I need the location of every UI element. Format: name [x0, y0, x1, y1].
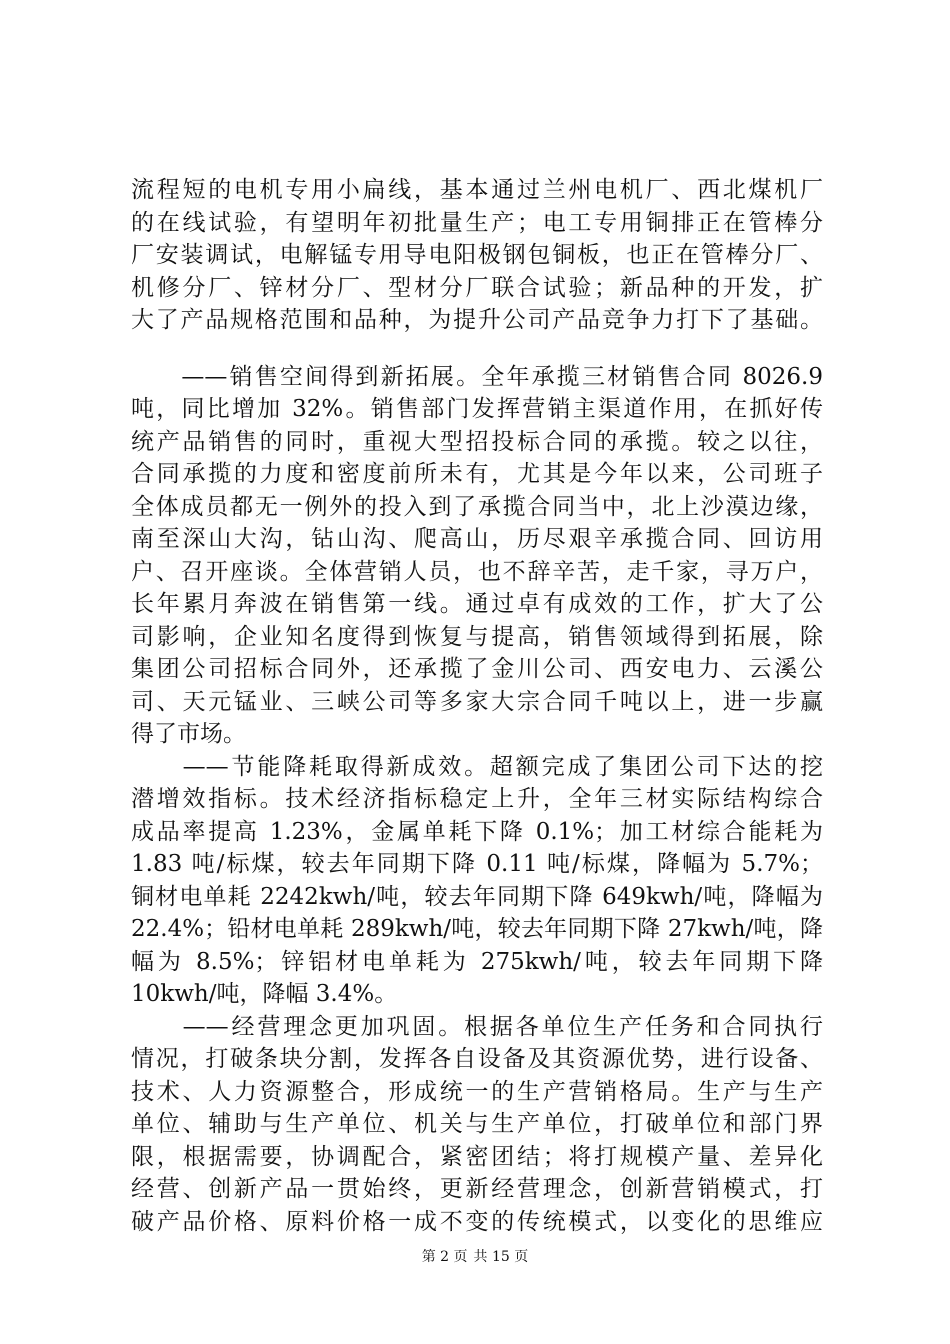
page-number: 第 2 页: [421, 1249, 468, 1265]
text-line: 集团公司招标合同外，还承揽了金川公司、西安电力、云溪公: [131, 656, 823, 682]
text-line: 22.4%；铅材电单耗 289kwh/吨，较去年同期下降 27kwh/吨，降: [131, 916, 823, 942]
text-line: 长年累月奔波在销售第一线。通过卓有成效的工作，扩大了公: [131, 591, 823, 617]
text-line: 成品率提高 1.23%，金属单耗下降 0.1%；加工材综合能耗为: [131, 818, 823, 845]
text-line: 司、天元锰业、三峡公司等多家大宗合同千吨以上，进一步赢: [131, 688, 823, 715]
paragraph-energy-saving: [131, 751, 823, 1011]
text-line: 厂安装调试，电解锰专用导电阳极钢包铜板，也正在管棒分厂、: [131, 242, 823, 268]
text-line: 得了市场。: [131, 721, 246, 747]
text-line: 合同承揽的力度和密度前所未有，尤其是今年以来，公司班子: [131, 461, 823, 487]
text-line: 10kwh/吨，降幅 3.4%。: [131, 981, 398, 1007]
text-line: 潜增效指标。技术经济指标稳定上升，全年三材实际结构综合: [131, 786, 823, 812]
text-line: 1.83 吨/标煤，较去年同期下降 0.11 吨/标煤，降幅为 5.7%；: [131, 851, 823, 877]
text-line: 限，根据需要，协调配合，紧密团结；将打规模产量、差异化: [131, 1143, 823, 1170]
paragraph-new-products: [131, 174, 823, 337]
paragraph-gap: [131, 337, 823, 361]
text-line: 户、召开座谈。全体营销人员，也不辞辛苦，走千家，寻万户，: [131, 558, 823, 585]
text-line: 吨，同比增加 32%。销售部门发挥营销主渠道作用，在抓好传: [131, 396, 823, 422]
text-line: 铜材电单耗 2242kwh/吨，较去年同期下降 649kwh/吨，降幅为: [131, 883, 823, 910]
text-line: ——销售空间得到新拓展。全年承揽三材销售合同 8026.9: [131, 363, 823, 390]
text-line: 司影响，企业知名度得到恢复与提高，销售领域得到拓展，除: [131, 623, 823, 650]
paragraph-business-philosophy: [131, 1011, 823, 1239]
text-line: 的在线试验，有望明年初批量生产；电工专用铜排正在管棒分: [131, 209, 823, 236]
text-line: 破产品价格、原料价格一成不变的传统模式，以变化的思维应: [131, 1208, 823, 1235]
text-line: 流程短的电机专用小扁线，基本通过兰州电机厂、西北煤机厂: [131, 177, 823, 203]
text-line: 情况，打破条块分割，发挥各自设备及其资源优势，进行设备、: [131, 1046, 823, 1072]
text-line: ——节能降耗取得新成效。超额完成了集团公司下达的挖: [131, 753, 823, 780]
text-line: 大了产品规格范围和品种，为提升公司产品竞争力打下了基础。: [131, 307, 823, 333]
text-line: 统产品销售的同时，重视大型招投标合同的承揽。较之以往，: [131, 428, 823, 455]
page-footer: [0, 1247, 950, 1267]
text-line: 经营、创新产品一贯始终，更新经营理念，创新营销模式，打: [131, 1176, 823, 1202]
text-line: ——经营理念更加巩固。根据各单位生产任务和合同执行: [131, 1013, 823, 1040]
text-line: 幅为 8.5%；锌铝材电单耗为 275kwh/吨，较去年同期下降: [131, 948, 823, 975]
paragraph-sales: [131, 361, 823, 751]
text-line: 单位、辅助与生产单位、机关与生产单位，打破单位和部门界: [131, 1111, 823, 1137]
document-body: [131, 174, 823, 1238]
page-total: 共 15 页: [473, 1249, 529, 1265]
text-line: 机修分厂、锌材分厂、型材分厂联合试验；新品种的开发，扩: [131, 274, 823, 301]
text-line: 技术、人力资源整合，形成统一的生产营销格局。生产与生产: [131, 1078, 823, 1105]
text-line: 南至深山大沟，钻山沟、爬高山，历尽艰辛承揽合同、回访用: [131, 526, 823, 552]
text-line: 全体成员都无一例外的投入到了承揽合同当中，北上沙漠边缘，: [131, 493, 823, 520]
